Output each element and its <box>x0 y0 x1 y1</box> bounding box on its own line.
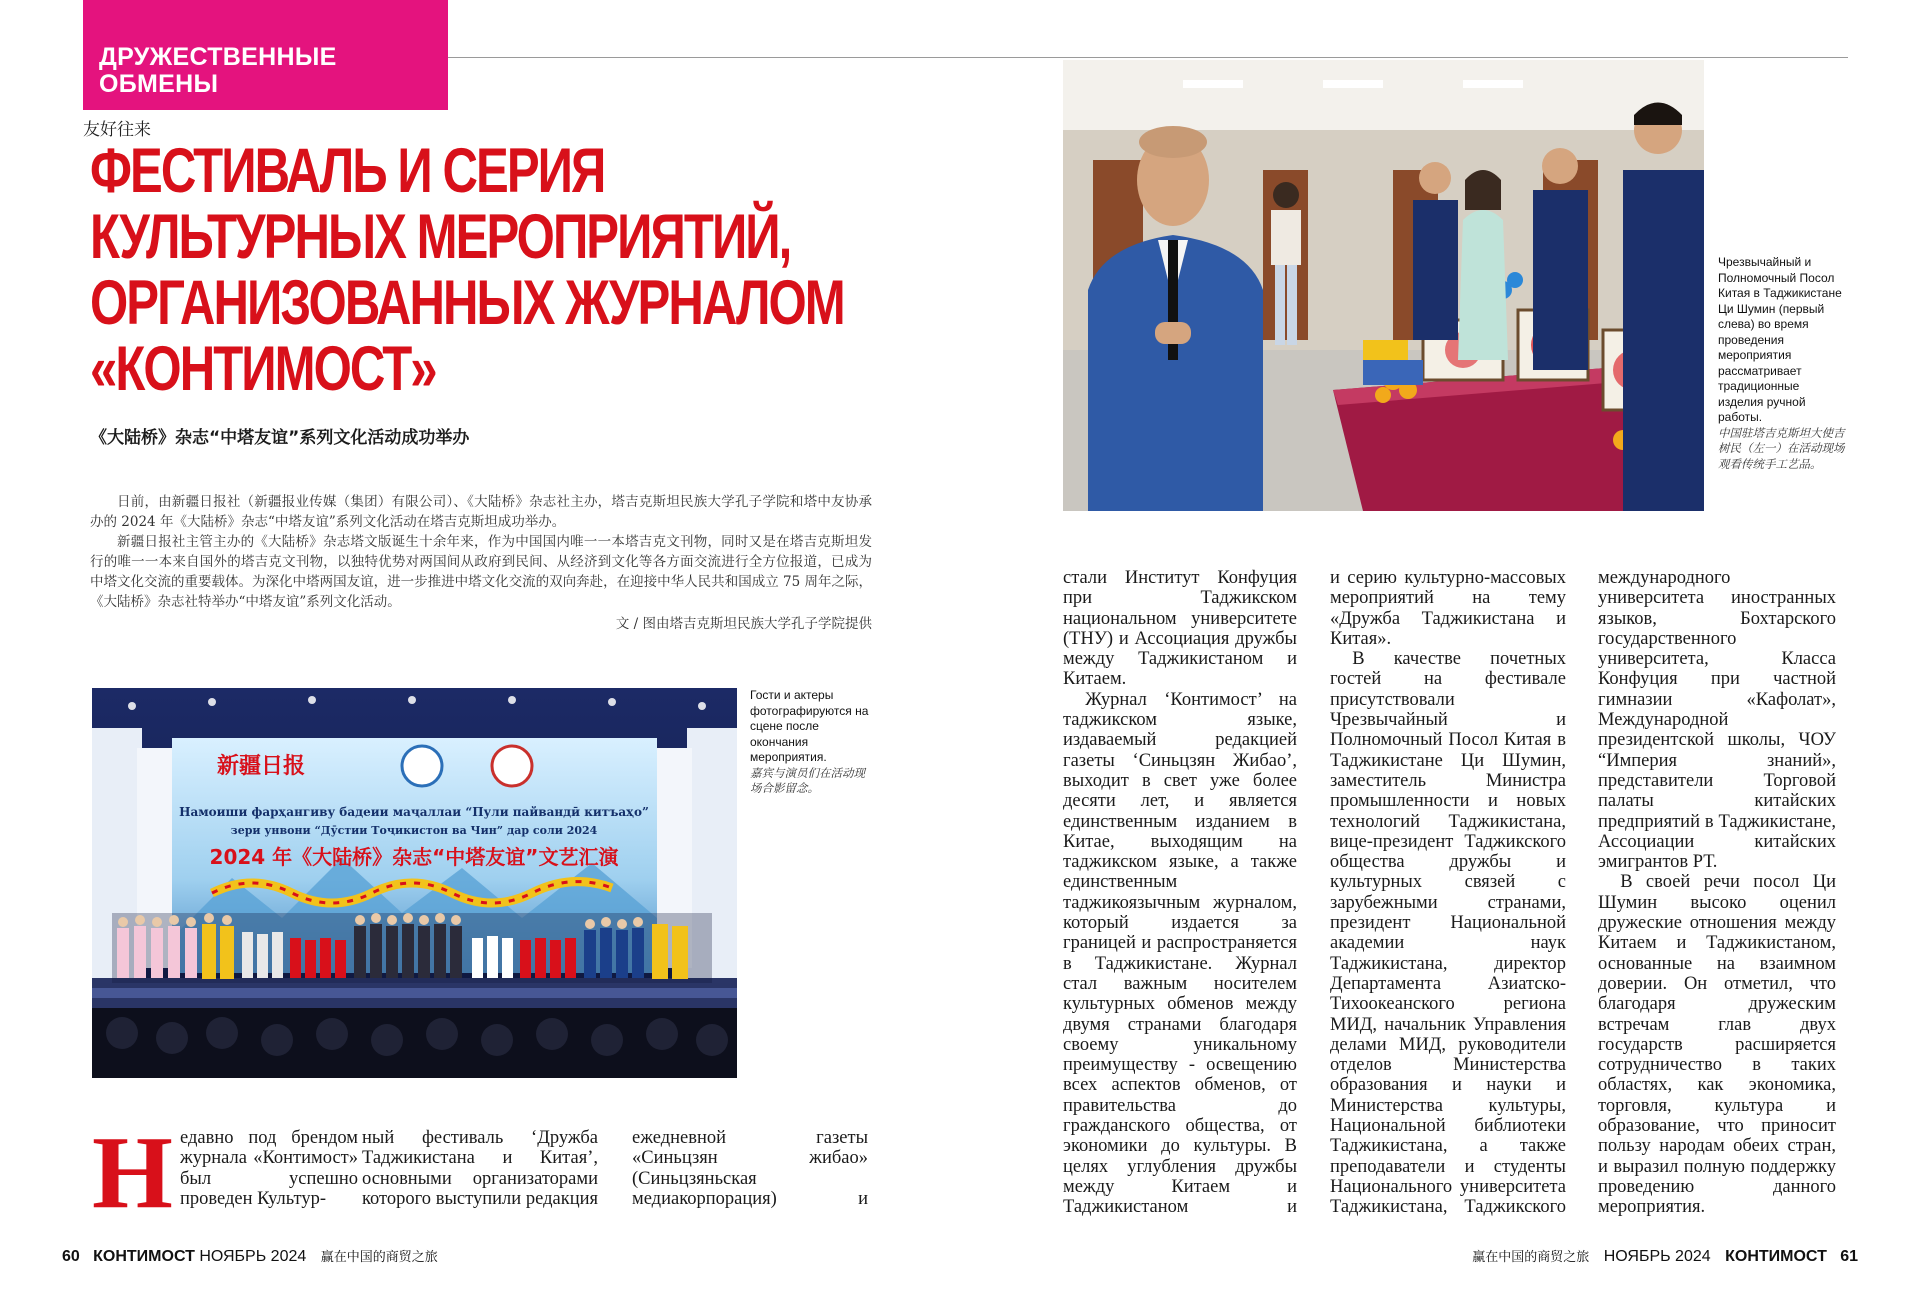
article-column <box>632 1128 868 1210</box>
ambassador-photo-illustration <box>1063 60 1704 511</box>
article-paragraph: В своей речи посол Ци Шумин высоко оценил дружеские отношения между Китаем и Таджикистаном, основанные на взаимном доверии. Он отметил, что благодаря дружеским встречам глав двух государств расширяется сотрудничество в таких областях, как экономика, торговля, культура и образование, что приносит пользу народам обеих стран, и выразил полную поддержку проведению данного мероприятия. <box>1598 872 1836 1218</box>
stage-photo-caption <box>750 688 870 797</box>
page-number: 61 <box>1840 1248 1858 1265</box>
article-paragraph: едавно под брендом журнала «Контимост» был успешно проведен Культур- <box>180 1128 358 1209</box>
article-paragraph: ный фестиваль ‘Дружба Таджикистана и Китая’, основными организаторами которого выступили редакция <box>362 1128 598 1209</box>
stage-banner-cn: 2024 年《大陆桥》杂志“中塔友谊”文艺汇演 <box>209 845 619 869</box>
footer-issue: НОЯБРЬ 2024 <box>1603 1248 1711 1265</box>
caption-ru: Чрезвычайный и Полномочный Посол Китая в Таджикистане Ци Шумин (первый слева) во время проведения мероприятия рассматривает традиционные изделия ручной работы. <box>1718 255 1842 424</box>
footer-brand: КОНТИМОСТ <box>93 1248 195 1265</box>
stage-banner-line2: зери унвони “Дӯстии Тоҷикистон ва Чин” дар соли 2024 <box>230 824 598 837</box>
top-rule <box>448 57 1848 58</box>
article-column <box>362 1128 598 1210</box>
footer-slogan-cn: 赢在中国的商贸之旅 <box>1472 1250 1590 1265</box>
stage-photo <box>92 688 737 1078</box>
footer-issue: НОЯБРЬ 2024 <box>199 1248 307 1265</box>
article-paragraph: ежедневной газеты «Синьцзян жибао» (Синьцзяньская медиакорпорация) и <box>632 1128 868 1209</box>
ambassador-photo-caption <box>1718 255 1846 472</box>
article-paragraph: и серию культурно-массовых мероприятий на тему «Дружба Таджикистана и Китая». <box>1330 568 1566 649</box>
caption-cn: 中国驻塔吉克斯坦大使吉树民（左一）在活动现场观看传统手工艺品。 <box>1718 425 1845 471</box>
subheadline-cn: 《大陆桥》杂志“中塔友谊”系列文化活动成功举办 <box>90 428 470 448</box>
intro-paragraph: 日前，由新疆日报社（新疆报业传媒（集团）有限公司）、《大陆桥》杂志社主办，塔吉克斯坦民族大学孔子学院和塔中友协承办的 2024 年《大陆桥》杂志“中塔友谊”系列文化活动在塔吉克斯坦成功举办。 <box>90 494 872 530</box>
intro-paragraph: 新疆日报社主管主办的《大陆桥》杂志塔文版诞生十余年来，作为中国国内唯一一本塔吉克文刊物，同时又是在塔吉克斯坦发行的唯一一本来自国外的塔吉克文刊物，以独特优势对两国间从政府到民间、从经济到文化等各方面交流进行全方位报道，已成为中塔文化交流的重要载体。为深化中塔两国友谊，进一步推进中塔文化交流的双向奔赴，在迎接中华人民共和国成立 75 周年之际，《大陆桥》杂志社特举办“中塔友谊”系列文化活动。 <box>90 534 872 610</box>
article-column <box>1598 568 1836 1218</box>
article-paragraph: Журнал ‘Контимост’ на таджикском языке, издаваемый редакцией газеты ‘Синьцзян Жибао’, выходит в свет уже более десяти лет, и является единственным изданием в Китае, выходящим на таджикском языке, а также единственным таджикоязычным журналом, который издается за границей и распространяется в Таджикистане. Журнал стал важным носителем культурных обменов между двумя странами благодаря своему уникальному преимуществу - освещению всех аспектов обменов, от правительства до гражданского общества, от экономики до культуры. В целях углубления дружбы между Китаем и Таджикистаном и <box>1063 689 1297 1218</box>
article-paragraph: стали Институт Конфуция при Таджикском национальном университете (ТНУ) и Ассоциация дружбы между Таджикистаном и Китаем. <box>1063 568 1297 690</box>
article-column <box>1063 568 1297 1218</box>
footer-slogan-cn: 赢在中国的商贸之旅 <box>320 1250 438 1265</box>
ambassador-photo <box>1063 60 1704 511</box>
stage-banner-logo-cn: 新疆日报 <box>217 753 306 779</box>
stage-photo-illustration <box>92 688 737 1078</box>
footer-left <box>62 1246 448 1266</box>
intro-cn <box>90 492 872 634</box>
section-label: ДРУЖЕСТВЕННЫЕ ОБМЕНЫ <box>99 43 337 98</box>
article-paragraph: международного университета иностранных языков, Бохтарского государственного университета, Класса Конфуция при частной гимназии «Кафолат», Международной президентской школы, ЧОУ “Империя знаний», представители Торговой палаты китайских предприятий в Таджикистане, Ассоциации китайских эмигрантов РТ. <box>1598 568 1836 873</box>
article-paragraph <box>1598 1218 1836 1219</box>
section-tag <box>83 0 448 110</box>
photo-credit: 文 / 图由塔吉克斯坦民族大学孔子学院提供 <box>615 616 872 632</box>
article-headline: ФЕСТИВАЛЬ И СЕРИЯ КУЛЬТУРНЫХ МЕРОПРИЯТИЙ, ОРГАНИЗОВАННЫХ ЖУРНАЛОМ «КОНТИМОСТ» <box>90 136 844 404</box>
drop-cap: Н <box>92 1115 173 1230</box>
stage-banner-line1: Намоиши фарҳангиву бадеии маҷаллаи “Пули пайвандӣ китъаҳо” <box>179 805 649 819</box>
footer-right <box>1472 1246 1858 1266</box>
caption-ru: Гости и актеры фотографируются на сцене после окончания мероприятия. <box>750 688 869 764</box>
article-paragraph: В качестве почетных гостей на фестивале присутствовали Чрезвычайный и Полномочный Посол Китая в Таджикистане Ци Шумин, заместитель Министра промышленности и новых технологий Таджикистана, вице-президент Таджикского общества дружбы и культурных связей с зарубежными странами, президент Национальной академии наук Таджикистана, директор Департамента Азиатско-Тихоокеанского региона МИД, начальник Управления делами МИД, руководители отделов Министерства образования и науки и Министерства культуры, Национальной библиотеки Таджикистана, а также преподаватели и студенты Национального университета Таджикистана, Таджикского <box>1330 649 1566 1218</box>
footer-brand: КОНТИМОСТ <box>1725 1248 1827 1265</box>
section-label-cn: 友好往来 <box>83 120 151 140</box>
article-column <box>180 1128 358 1210</box>
page-number: 60 <box>62 1248 80 1265</box>
caption-cn: 嘉宾与演员们在活动现场合影留念。 <box>750 765 865 795</box>
article-column <box>1330 568 1566 1218</box>
